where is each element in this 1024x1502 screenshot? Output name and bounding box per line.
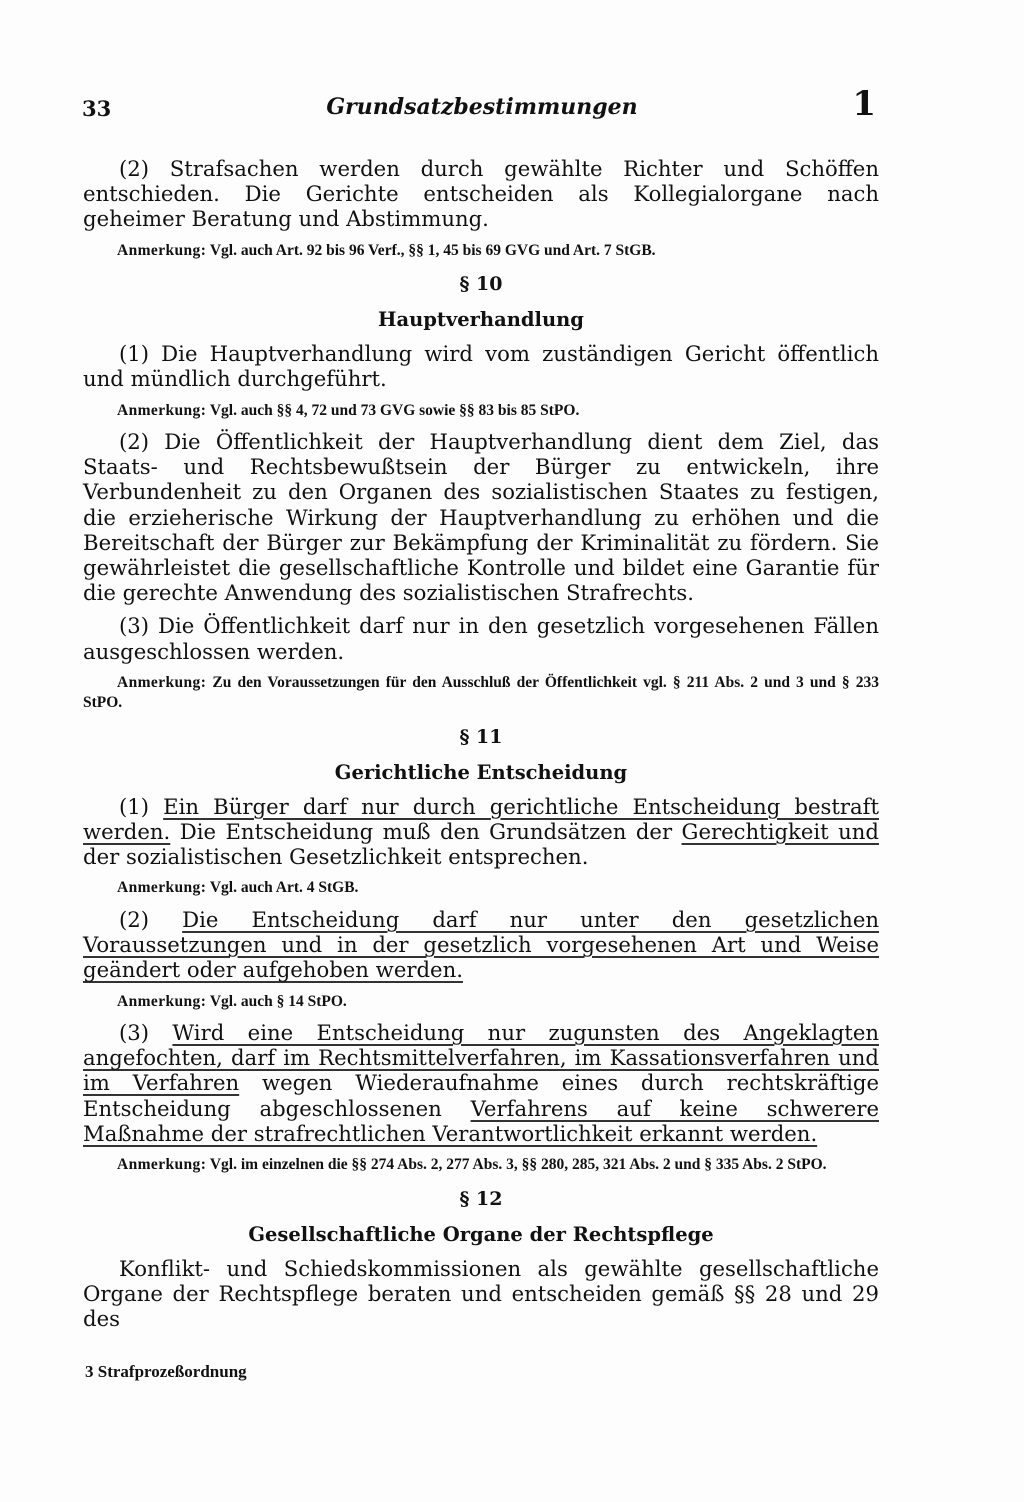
page-number: 33 — [82, 96, 112, 121]
annotation-text: Vgl. auch §§ 4, 72 und 73 GVG sowie §§ 83 bis 85 StPO. — [206, 401, 580, 419]
paragraph-text: (1) — [119, 793, 164, 819]
annotation-label: Anmerkung: — [117, 673, 207, 691]
annotation-text: Vgl. auch Art. 92 bis 96 Verf., §§ 1, 45 bis 69 GVG und Art. 7 StGB. — [206, 241, 656, 259]
paragraph: (2) Die Öffentlichkeit der Hauptverhandlung dient dem Ziel, das Staats- und Rechtsbewußtsein der Bürger zu entwickeln, ihre Verbundenheit zu den Organen des sozialistischen Staates zu festigen, die erzieherische Wirkung der Hauptverhandlung zu erhöhen und die Bereitschaft der Bürger zur Bekämpfung der Kriminalität zu fördern. Sie gewährleistet die gesellschaftliche Kontrolle und bildet eine Garantie für die gerechte Anwendung des sozialistischen Strafrechts. — [83, 429, 879, 606]
section-number: § 10 — [459, 273, 503, 296]
annotation-text: Vgl. auch Art. 4 StGB. — [206, 879, 359, 897]
annotation-label: Anmerkung: — [117, 992, 207, 1010]
annotation-text: Vgl. auch § 14 StPO. — [206, 992, 347, 1010]
section-title: Hauptverhandlung — [378, 308, 584, 332]
section-title: Gerichtliche Entscheidung — [334, 760, 628, 784]
paragraph — [83, 907, 879, 983]
annotation-label: Anmerkung: — [117, 1156, 207, 1174]
annotation-label: Anmerkung: — [117, 879, 207, 897]
annotation — [83, 241, 879, 262]
annotation-text: Vgl. im einzelnen die §§ 274 Abs. 2, 277 Abs. 3, §§ 280, 285, 321 Abs. 2 und § 335 Abs. 2 StPO. — [206, 1156, 827, 1174]
annotation — [83, 401, 879, 422]
footer-signature: 3 Strafprozeßordnung — [85, 1362, 247, 1381]
handwritten-underline: Gerechtigkeit und — [681, 819, 879, 845]
handwritten-underline: Die Entscheidung darf nur unter den gesetzlichen Voraussetzungen und in der gesetzlich vorgesehenen Art und Weise geändert oder aufgehoben werden. — [83, 906, 880, 983]
section-title: Gesellschaftliche Organe der Rechtspflege — [248, 1222, 714, 1246]
page-header — [82, 84, 882, 128]
paragraph: (2) Strafsachen werden durch gewählte Richter und Schöffen entschieden. Die Gerichte entscheiden als Kollegialorgane nach geheimer Beratung und Abstimmung. — [83, 156, 879, 232]
handwritten-underline: Verfahrens auf keine schwerere Maßnahme der strafrechtlichen Verantwortlichkeit erkannt werden. — [83, 1095, 879, 1146]
paragraph: (1) Die Hauptverhandlung wird vom zuständigen Gericht öffentlich und mündlich durchgeführt. — [83, 341, 879, 392]
section-number: § 12 — [459, 1187, 503, 1210]
handwritten-underline: Ein Bürger darf nur durch gerichtliche Entscheidung bestraft werden. — [83, 793, 879, 845]
annotation-text: Zu den Voraussetzungen für den Ausschluß der Öffentlichkeit vgl. § 211 Abs. 2 und 3 und § 233 StPO. — [83, 673, 879, 712]
running-title: Grundsatzbestimmungen — [326, 94, 638, 120]
annotation — [83, 878, 879, 899]
paragraph — [83, 794, 879, 870]
annotation — [83, 673, 879, 714]
annotation — [83, 992, 879, 1013]
annotation-label: Anmerkung: — [117, 241, 207, 259]
annotation-label: Anmerkung: — [117, 401, 207, 419]
paragraph: (3) Die Öffentlichkeit darf nur in den gesetzlich vorgesehenen Fällen ausgeschlossen werden. — [83, 613, 879, 664]
paragraph-text: wegen Wiederaufnahme eines durch rechtskräftige Entscheidung abgeschlossenen — [83, 1070, 879, 1121]
page-body — [83, 156, 879, 1331]
handwritten-underline: Wird eine Entscheidung nur zugunsten des Angeklagten angefochten, darf im Rechtsmittelverfahren, im Kassationsverfahren und im Verfahren — [83, 1020, 879, 1096]
paragraph-text: (3) — [119, 1020, 173, 1046]
paragraph-text: (2) — [119, 906, 183, 932]
paragraph-text: der sozialistischen Gesetzlichkeit entsprechen. — [83, 844, 589, 870]
paragraph — [83, 1020, 879, 1146]
paragraph: Konflikt- und Schiedskommissionen als gewählte gesellschaftliche Organe der Rechtspflege beraten und entscheiden gemäß §§ 28 und 29 des — [83, 1255, 879, 1331]
annotation — [83, 1155, 879, 1176]
paragraph-text: Die Entscheidung muß den Grundsätzen der — [170, 819, 682, 845]
chapter-number: 1 — [852, 84, 876, 124]
section-number: § 11 — [459, 725, 503, 748]
